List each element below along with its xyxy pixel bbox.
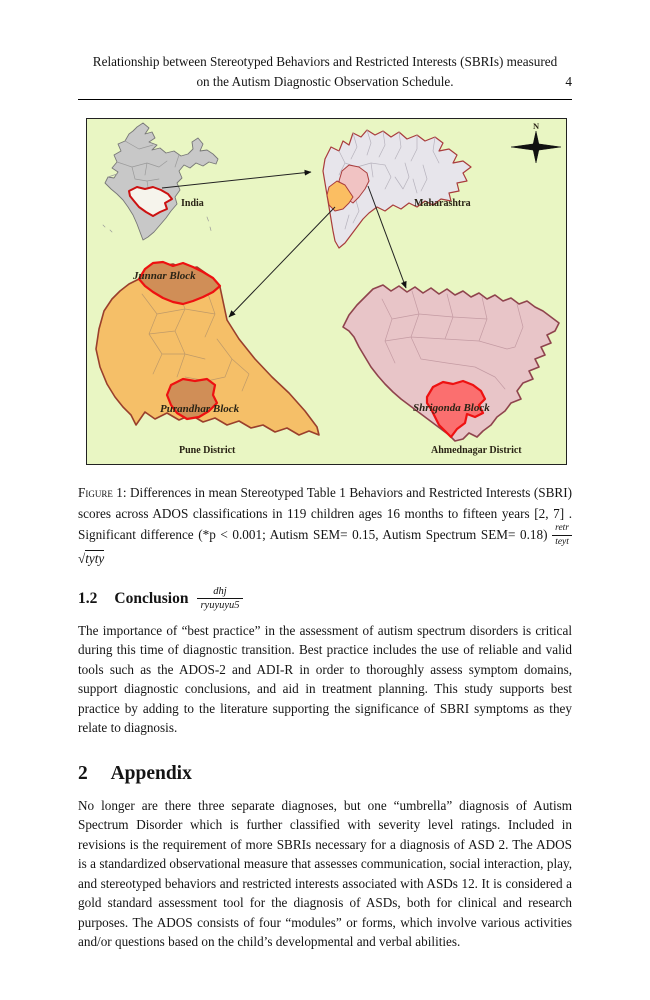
- section-title: Conclusion: [114, 589, 189, 607]
- heading-math-fraction: [197, 586, 242, 612]
- radical-sign: √: [78, 550, 86, 566]
- running-head-line2: on the Autism Diagnostic Observation Schedule.: [196, 74, 454, 89]
- caption-sqrt-radicand: tyty: [85, 550, 105, 566]
- junnar-block-label: Junnar Block: [133, 270, 196, 282]
- section-number: 2: [78, 762, 88, 784]
- caption-math-fraction: [552, 524, 572, 548]
- running-head: [78, 52, 572, 100]
- caption-math-sqrt: [78, 550, 104, 566]
- caption-fraction-denominator: teyt: [555, 536, 569, 547]
- section-number: 1.2: [78, 589, 98, 607]
- figure-caption-tag: Figure 1:: [78, 485, 127, 500]
- heading-fraction-numerator: dhj: [197, 586, 242, 599]
- section-heading-conclusion: [78, 586, 572, 612]
- purandhar-block-label: Purandhar Block: [160, 403, 240, 415]
- pune-district-label: Pune District: [179, 445, 236, 456]
- figure-caption: [78, 482, 572, 569]
- running-head-line1: Relationship between Stereotyped Behaviors and Restricted Interests (SBRIs) measured: [92, 54, 558, 69]
- figure-caption-text: Differences in mean Stereotyped Table 1 Behaviors and Restricted Interests (SBRI) scores across ADOS classifications in 119 children ages 16 months to fifteen years [2, 7] . Significant difference (*p < 0.001; Autism SEM= 0.15, Autism Spectrum SEM= 0.18): [78, 485, 572, 542]
- ahmednagar-district-label: Ahmednagar District: [431, 445, 522, 456]
- section-heading-appendix: [78, 763, 572, 785]
- india-label: India: [181, 198, 204, 209]
- shrigonda-block-label: Shrigonda Block: [413, 402, 490, 414]
- heading-fraction-denominator: ryuyuyu5: [200, 599, 240, 611]
- caption-fraction-numerator: retr: [552, 524, 572, 536]
- page-number: 4: [565, 74, 572, 89]
- appendix-paragraph: No longer are there three separate diagnoses, but one “umbrella” diagnosis of Autism Spectrum Disorder which is further classified with severity level ratings. Included in revisions is the requirement of more SBRIs necessary for a diagnosis of ASD 2. The ADOS is a standardized observational measure that assesses communication, social interaction, play, and stereotyped behaviors and restricted interests associated with ASDs 12. It is considered a gold standard assessment tool for the diagnosis of ASDs, both for clinical and research purposes. The ADOS consists of four “modules” or forms, which involve various activities and/or questions based on the child’s developmental and verbal abilities.: [78, 797, 572, 950]
- figure-1-map: [86, 118, 567, 465]
- compass-north-label: N: [533, 121, 540, 131]
- maharashtra-label: Maharashtra: [414, 198, 471, 209]
- map-figure-svg: [87, 119, 566, 464]
- section-title: Appendix: [110, 762, 192, 784]
- conclusion-paragraph: The importance of “best practice” in the assessment of autism spectrum disorders is critical during this time of diagnostic transition. Best practice includes the use of reliable and valid tools such as the ADOS-2 and ADI-R in order to thoroughly assess symptom domains, support diagnostic conclusions, and aid in treatment planning. This study supports best practice by adding to the literature supporting the significance of SBRI symptoms as they relate to diagnosis.: [78, 622, 572, 736]
